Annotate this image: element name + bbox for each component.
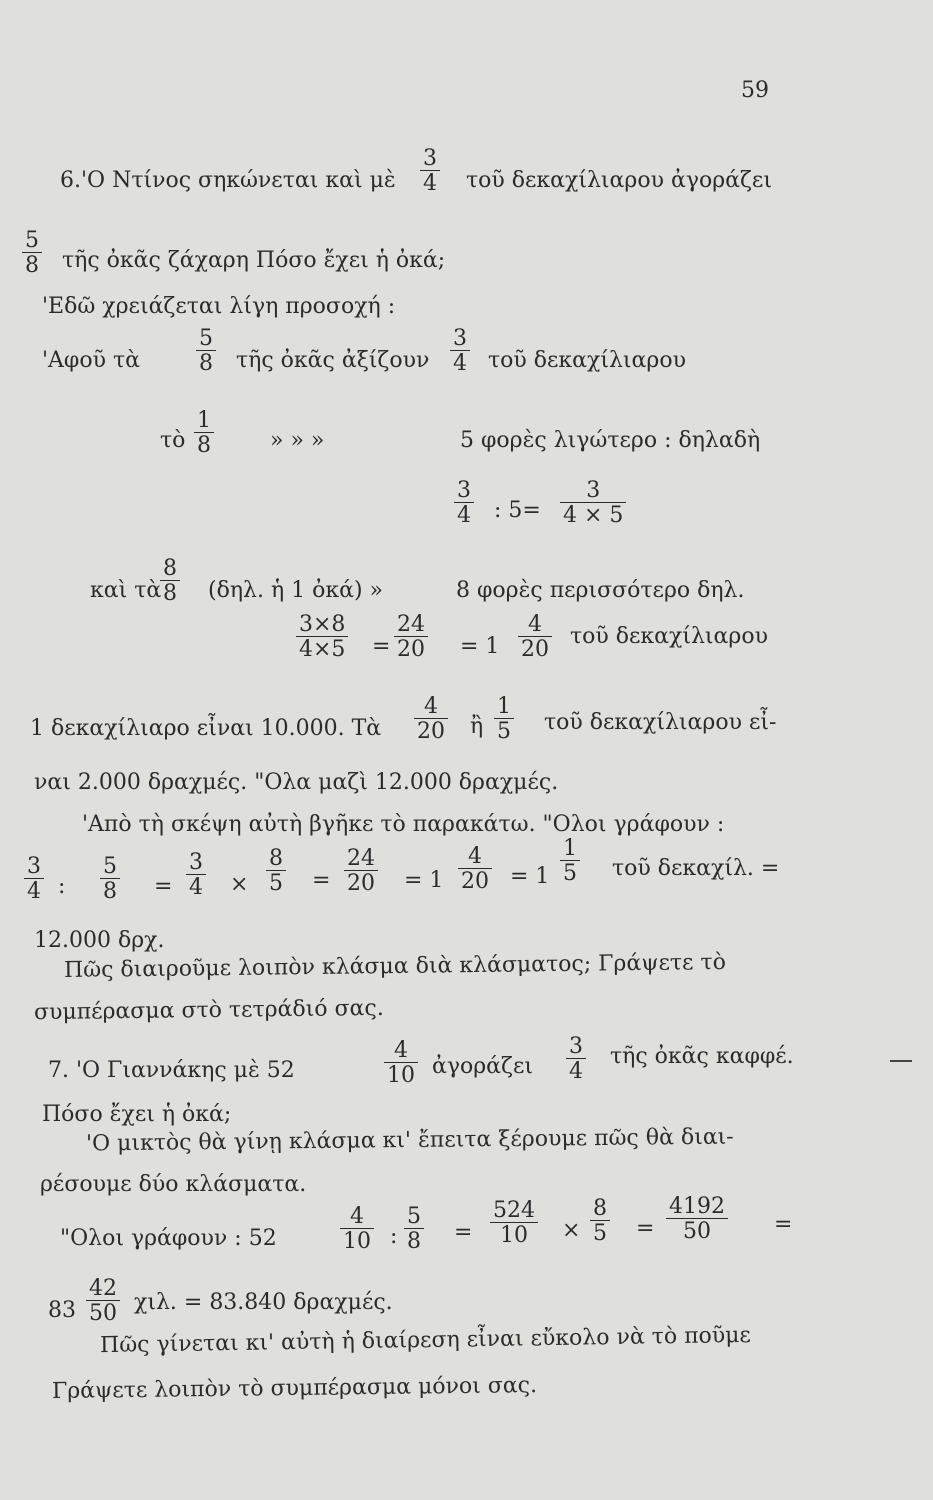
p6-intro-b: τοῦ δεκαχίλιαρου ἀγοράζει <box>466 168 772 193</box>
fraction-3-4: 3 4 <box>186 852 206 899</box>
p6-line11: 'Απὸ τὴ σκέψη αὐτὴ βγῆκε τὸ παρακάτω. "Ολοι γράφουν : <box>82 812 725 837</box>
p6-line5-c: 5 φορὲς λιγώτερο : δηλαδὴ <box>460 428 761 453</box>
eq3-tail: τοῦ δεκαχίλ. = <box>612 856 780 881</box>
fraction-3-over-4x5: 3 4 × 5 <box>560 480 626 527</box>
fraction-1-5: 1 5 <box>560 838 580 885</box>
p6-line2: τῆς ὀκᾶς ζάχαρη Πόσο ἔχει ἡ ὀκά; <box>62 248 446 273</box>
fraction-5-8: 5 8 <box>100 856 120 903</box>
fraction-5-8: 5 8 <box>196 328 216 375</box>
eq3-colon: : <box>58 874 66 899</box>
eq1-mid: : 5= <box>494 498 541 523</box>
fraction-8-5: 8 5 <box>266 848 286 895</box>
fraction-3x8-4x5: 3×8 4×5 <box>296 614 348 661</box>
p6-line9-b: ἢ <box>470 714 484 739</box>
p7-line8: Γράψετε λοιπὸν τὸ συμπέρασμα μόνοι σας. <box>51 1373 538 1404</box>
eq3-equals: = <box>154 874 173 899</box>
p6-line13: 12.000 δρχ. <box>34 928 165 953</box>
p6-line7-a: καὶ τὰ <box>90 578 162 603</box>
fraction-4-20: 4 20 <box>518 614 552 661</box>
p7-line1-a: 7. 'Ο Γιαννάκης μὲ 52 <box>48 1058 295 1083</box>
p6-line9-a: 1 δεκαχίλιαρο εἶναι 10.000. Τὰ <box>30 716 382 741</box>
fraction-3-4: 3 4 <box>566 1036 586 1083</box>
p7-line7: Πῶς γίνεται κι' αὐτὴ ἡ διαίρεση εἶναι εὔκολο νὰ τὸ ποῦμε <box>99 1322 752 1359</box>
eq2-equals: = <box>372 634 391 659</box>
p7-line4: ρέσουμε δύο κλάσματα. <box>40 1172 307 1197</box>
fraction-5-8: 5 8 <box>404 1206 424 1253</box>
fraction-524-10: 524 10 <box>490 1200 538 1247</box>
p6-line4-b: τῆς ὀκᾶς ἀξίζουν <box>236 348 430 373</box>
eq3-times: × <box>230 872 249 897</box>
fraction-3-4: 3 4 <box>24 856 44 903</box>
eq3-equals-one: = 1 <box>404 868 444 893</box>
fraction-4192-50: 4192 50 <box>666 1196 728 1243</box>
fraction-4-20: 4 20 <box>414 696 448 743</box>
p6-line5-b: » » » <box>270 428 325 453</box>
fraction-8-8: 8 8 <box>160 558 180 605</box>
p6-line5-a: τὸ <box>160 428 186 453</box>
p7-line1-b: ἀγοράζει <box>432 1054 533 1079</box>
fraction-4-20: 4 20 <box>458 846 492 893</box>
p6-line3: 'Εδῶ χρειάζεται λίγη προσοχή : <box>42 294 396 319</box>
p6-line4-a: 'Αφοῦ τὰ <box>42 348 140 373</box>
p6-line10: ναι 2.000 δραχμές. "Ολα μαζὶ 12.000 δραχμές. <box>34 770 559 795</box>
p7-line6-b: χιλ. = 83.840 δραχμές. <box>134 1290 393 1315</box>
eq7-colon: : <box>390 1224 398 1249</box>
p7-line2: Πόσο ἔχει ἡ ὀκά; <box>42 1102 232 1127</box>
p6-line9-c: τοῦ δεκαχίλιαρου εἶ- <box>544 710 777 735</box>
fraction-24-20: 24 20 <box>344 848 378 895</box>
p7-line6-a: 83 <box>48 1298 76 1323</box>
eq3-equals-one-b: = 1 <box>510 864 550 889</box>
p7-line5-a: "Ολοι γράφουν : 52 <box>60 1226 277 1251</box>
fraction-3-4: 3 4 <box>454 480 474 527</box>
fraction-4-10: 4 10 <box>384 1040 418 1087</box>
p6-intro-a: 6.'Ο Ντίνος σηκώνεται καὶ μὲ <box>60 168 396 193</box>
eq7-equals: = <box>454 1220 473 1245</box>
eq7-equals-2: = <box>636 1216 655 1241</box>
p6-line4-c: τοῦ δεκαχίλιαρου <box>488 348 686 373</box>
fraction-3-4: 3 4 <box>450 328 470 375</box>
eq3-equals-2: = <box>312 868 331 893</box>
fraction-5-8: 5 8 <box>22 230 42 277</box>
fraction-24-20: 24 20 <box>394 614 428 661</box>
p6-line15: συμπέρασμα στὸ τετράδιό σας. <box>33 995 384 1026</box>
eq7-equals-3: = <box>774 1212 793 1237</box>
page-number: 59 <box>741 78 769 103</box>
p6-line14: Πῶς διαιροῦμε λοιπὸν κλάσμα διὰ κλάσματος; Γράψετε τὸ <box>63 949 727 984</box>
fraction-42-50: 42 50 <box>86 1278 120 1325</box>
eq7-times: × <box>562 1218 581 1243</box>
margin-mark <box>890 1060 912 1062</box>
eq2-tail: τοῦ δεκαχίλιαρου <box>570 624 768 649</box>
p6-line7-c: 8 φορὲς περισσότερο δηλ. <box>456 578 745 603</box>
fraction-8-5: 8 5 <box>590 1198 610 1245</box>
p6-line7-b: (δηλ. ἡ 1 ὀκά) » <box>208 578 383 603</box>
p7-line3: 'Ο μικτὸς θὰ γίνῃ κλάσμα κι' ἔπειτα ξέρουμε πῶς θὰ διαι- <box>85 1124 734 1157</box>
p7-line1-c: τῆς ὀκᾶς καφφέ. <box>610 1044 794 1069</box>
fraction-1-8: 1 8 <box>194 410 214 457</box>
eq2-equals-one: = 1 <box>460 634 500 659</box>
fraction-3-4: 3 4 <box>420 148 440 195</box>
fraction-1-5: 1 5 <box>494 696 514 743</box>
fraction-4-10: 4 10 <box>340 1206 374 1253</box>
